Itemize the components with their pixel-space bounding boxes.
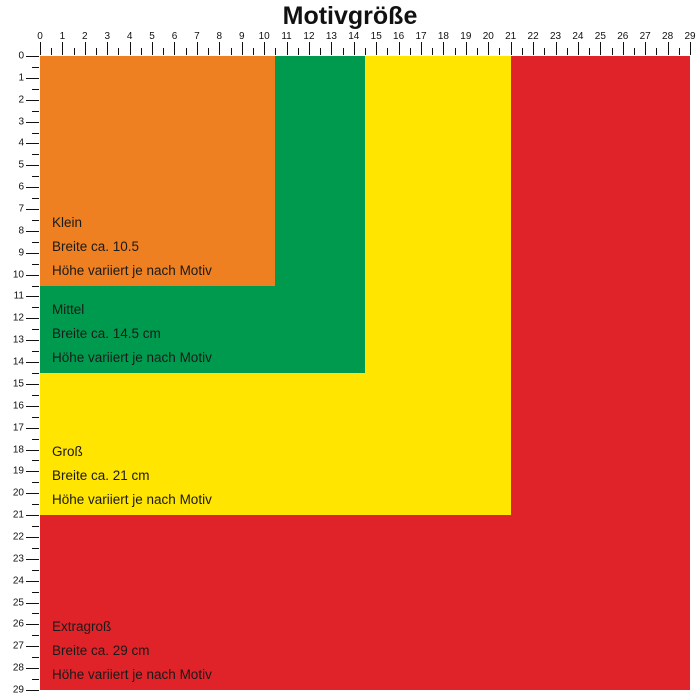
- ruler-label-y-29: 29: [12, 684, 24, 696]
- ruler-halftick-x-19: [477, 48, 478, 55]
- extragross-height: Höhe variiert je nach Motiv: [52, 667, 212, 682]
- ruler-halftick-y-1: [32, 89, 39, 90]
- ruler-tick-y-26: [26, 624, 39, 625]
- ruler-halftick-y-11: [32, 307, 39, 308]
- ruler-tick-x-20: [488, 42, 489, 55]
- ruler-halftick-y-5: [32, 176, 39, 177]
- ruler-halftick-y-22: [32, 548, 39, 549]
- ruler-tick-x-18: [443, 42, 444, 55]
- label-group-mittel: [52, 298, 212, 370]
- label-group-extragross: [52, 615, 212, 687]
- ruler-halftick-x-26: [634, 48, 635, 55]
- ruler-halftick-y-23: [32, 570, 39, 571]
- ruler-label-y-0: 0: [18, 50, 24, 62]
- ruler-label-x-14: 14: [348, 31, 360, 42]
- ruler-tick-x-16: [399, 42, 400, 55]
- ruler-halftick-y-27: [32, 657, 39, 658]
- vertical-ruler: [8, 50, 39, 696]
- ruler-halftick-x-17: [432, 48, 433, 55]
- label-group-gross: [52, 440, 212, 512]
- ruler-halftick-x-14: [365, 48, 366, 55]
- ruler-label-y-3: 3: [18, 116, 24, 128]
- ruler-halftick-y-8: [32, 242, 39, 243]
- ruler-halftick-y-18: [32, 460, 39, 461]
- ruler-halftick-y-25: [32, 613, 39, 614]
- ruler-halftick-x-22: [544, 48, 545, 55]
- ruler-tick-x-5: [152, 42, 153, 55]
- ruler-label-y-25: 25: [12, 597, 24, 609]
- ruler-tick-y-20: [26, 493, 39, 494]
- ruler-tick-y-18: [26, 450, 39, 451]
- ruler-label-y-22: 22: [12, 531, 24, 543]
- gross-height: Höhe variiert je nach Motiv: [52, 492, 212, 508]
- ruler-label-x-13: 13: [325, 31, 337, 42]
- ruler-label-x-0: 0: [37, 31, 43, 42]
- ruler-halftick-x-2: [96, 48, 97, 55]
- ruler-tick-y-28: [26, 668, 39, 669]
- ruler-halftick-x-23: [567, 48, 568, 55]
- ruler-label-y-2: 2: [18, 94, 24, 106]
- ruler-tick-y-9: [26, 253, 39, 254]
- ruler-halftick-x-0: [51, 48, 52, 55]
- klein-width: Breite ca. 10.5: [52, 238, 140, 254]
- ruler-halftick-y-3: [32, 133, 39, 134]
- ruler-label-x-15: 15: [370, 31, 382, 42]
- ruler-label-y-26: 26: [12, 618, 24, 630]
- ruler-label-y-16: 16: [12, 400, 24, 412]
- ruler-tick-x-7: [197, 42, 198, 55]
- ruler-tick-x-19: [466, 42, 467, 55]
- ruler-label-y-1: 1: [18, 72, 24, 84]
- ruler-label-y-8: 8: [18, 225, 24, 237]
- ruler-halftick-x-11: [298, 48, 299, 55]
- ruler-tick-y-3: [26, 122, 39, 123]
- ruler-halftick-x-13: [343, 48, 344, 55]
- ruler-label-x-28: 28: [662, 31, 674, 42]
- ruler-label-x-20: 20: [482, 31, 494, 42]
- ruler-tick-y-4: [26, 143, 39, 144]
- gross-name: Groß: [52, 444, 83, 460]
- ruler-label-x-3: 3: [104, 31, 111, 42]
- ruler-halftick-x-10: [275, 48, 276, 55]
- ruler-halftick-x-3: [118, 48, 119, 55]
- ruler-tick-x-4: [130, 42, 131, 55]
- ruler-tick-x-1: [62, 42, 63, 55]
- ruler-label-x-16: 16: [393, 31, 405, 42]
- ruler-label-y-12: 12: [12, 312, 24, 324]
- ruler-tick-y-1: [26, 78, 39, 79]
- ruler-label-x-17: 17: [415, 31, 427, 42]
- ruler-tick-x-3: [107, 42, 108, 55]
- ruler-halftick-y-28: [32, 679, 39, 680]
- ruler-label-x-7: 7: [194, 31, 200, 42]
- ruler-tick-x-12: [309, 42, 310, 55]
- ruler-label-y-23: 23: [12, 553, 24, 565]
- ruler-label-x-25: 25: [594, 31, 606, 42]
- ruler-tick-y-27: [26, 646, 39, 647]
- ruler-label-y-19: 19: [12, 465, 24, 477]
- ruler-halftick-x-16: [410, 48, 411, 55]
- ruler-halftick-x-15: [387, 48, 388, 55]
- ruler-label-y-24: 24: [12, 575, 24, 587]
- ruler-halftick-y-20: [32, 504, 39, 505]
- extragross-name: Extragroß: [52, 619, 112, 634]
- ruler-tick-x-2: [85, 42, 86, 55]
- ruler-halftick-x-21: [522, 48, 523, 55]
- ruler-label-x-18: 18: [437, 31, 449, 42]
- ruler-label-y-28: 28: [12, 662, 24, 674]
- ruler-tick-y-5: [26, 165, 39, 166]
- ruler-halftick-y-9: [32, 264, 39, 265]
- extragross-width: Breite ca. 29 cm: [52, 643, 150, 658]
- ruler-label-y-15: 15: [12, 378, 24, 390]
- ruler-tick-y-10: [26, 275, 39, 276]
- klein-name: Klein: [52, 214, 83, 230]
- ruler-tick-x-13: [331, 42, 332, 55]
- ruler-tick-x-23: [556, 42, 557, 55]
- ruler-label-y-13: 13: [12, 334, 24, 346]
- ruler-tick-y-2: [26, 100, 39, 101]
- ruler-tick-x-17: [421, 42, 422, 55]
- ruler-label-x-21: 21: [505, 31, 517, 42]
- ruler-halftick-x-28: [679, 48, 680, 55]
- ruler-tick-x-28: [668, 42, 669, 55]
- ruler-label-x-12: 12: [303, 31, 315, 42]
- ruler-label-x-1: 1: [59, 31, 66, 42]
- ruler-tick-x-11: [287, 42, 288, 55]
- ruler-halftick-y-13: [32, 351, 39, 352]
- ruler-label-x-29: 29: [684, 31, 696, 42]
- ruler-tick-x-22: [533, 42, 534, 55]
- ruler-tick-y-23: [26, 559, 39, 560]
- ruler-label-x-26: 26: [617, 31, 629, 42]
- ruler-tick-x-6: [174, 42, 175, 55]
- ruler-halftick-x-7: [208, 48, 209, 55]
- gross-width: Breite ca. 21 cm: [52, 468, 150, 484]
- ruler-label-x-6: 6: [171, 31, 178, 42]
- ruler-halftick-x-1: [74, 48, 75, 55]
- ruler-label-x-10: 10: [258, 31, 270, 42]
- ruler-label-x-19: 19: [460, 31, 472, 42]
- mittel-width: Breite ca. 14.5 cm: [52, 326, 161, 341]
- ruler-label-y-4: 4: [18, 137, 24, 149]
- ruler-label-y-21: 21: [12, 509, 24, 521]
- ruler-tick-y-14: [26, 362, 39, 363]
- horizontal-ruler: [37, 31, 696, 55]
- ruler-label-x-27: 27: [639, 31, 651, 42]
- ruler-halftick-x-5: [163, 48, 164, 55]
- ruler-halftick-y-16: [32, 417, 39, 418]
- ruler-halftick-y-7: [32, 220, 39, 221]
- ruler-label-x-9: 9: [238, 31, 245, 42]
- ruler-label-y-17: 17: [12, 422, 24, 434]
- ruler-label-y-5: 5: [18, 159, 24, 171]
- ruler-tick-x-27: [645, 42, 646, 55]
- klein-height: Höhe variiert je nach Motiv: [52, 262, 212, 278]
- ruler-halftick-y-10: [32, 286, 39, 287]
- ruler-tick-x-26: [623, 42, 624, 55]
- ruler-tick-y-6: [26, 187, 39, 188]
- ruler-halftick-y-12: [32, 329, 39, 330]
- ruler-halftick-y-2: [32, 111, 39, 112]
- ruler-label-x-11: 11: [281, 31, 292, 42]
- ruler-tick-x-9: [242, 42, 243, 55]
- ruler-halftick-y-0: [32, 67, 39, 68]
- ruler-halftick-x-9: [253, 48, 254, 55]
- ruler-tick-x-29: [690, 42, 691, 55]
- ruler-halftick-y-4: [32, 154, 39, 155]
- plot-area: [40, 56, 690, 690]
- ruler-label-y-27: 27: [12, 640, 24, 652]
- ruler-halftick-y-6: [32, 198, 39, 199]
- ruler-label-x-5: 5: [149, 31, 155, 42]
- ruler-label-y-20: 20: [12, 487, 24, 499]
- ruler-halftick-y-24: [32, 592, 39, 593]
- ruler-tick-y-22: [26, 537, 39, 538]
- ruler-tick-y-16: [26, 406, 39, 407]
- ruler-label-x-2: 2: [82, 31, 88, 42]
- ruler-tick-y-0: [26, 56, 39, 57]
- ruler-halftick-y-17: [32, 439, 39, 440]
- ruler-label-x-4: 4: [126, 31, 133, 42]
- ruler-tick-x-24: [578, 42, 579, 55]
- ruler-tick-x-21: [511, 42, 512, 55]
- ruler-label-y-9: 9: [18, 247, 24, 259]
- mittel-height: Höhe variiert je nach Motiv: [52, 350, 212, 365]
- ruler-halftick-x-27: [656, 48, 657, 55]
- ruler-tick-y-13: [26, 340, 39, 341]
- ruler-tick-y-25: [26, 603, 39, 604]
- ruler-halftick-x-24: [589, 48, 590, 55]
- ruler-label-x-22: 22: [527, 31, 539, 42]
- ruler-tick-y-19: [26, 471, 39, 472]
- ruler-label-x-24: 24: [572, 31, 584, 42]
- ruler-halftick-x-25: [612, 48, 613, 55]
- ruler-tick-y-15: [26, 384, 39, 385]
- ruler-label-y-18: 18: [12, 444, 24, 456]
- ruler-tick-y-24: [26, 581, 39, 582]
- ruler-label-y-6: 6: [18, 181, 24, 193]
- label-group-klein: [52, 211, 212, 283]
- ruler-halftick-x-20: [499, 48, 500, 55]
- ruler-label-y-11: 11: [13, 290, 24, 302]
- ruler-halftick-y-15: [32, 395, 39, 396]
- ruler-tick-x-14: [354, 42, 355, 55]
- ruler-tick-x-8: [219, 42, 220, 55]
- ruler-label-x-8: 8: [216, 31, 223, 42]
- ruler-tick-y-29: [26, 690, 39, 691]
- ruler-tick-x-0: [40, 42, 41, 55]
- ruler-halftick-x-12: [320, 48, 321, 55]
- ruler-tick-y-8: [26, 231, 39, 232]
- ruler-tick-x-25: [600, 42, 601, 55]
- ruler-tick-y-7: [26, 209, 39, 210]
- ruler-halftick-y-14: [32, 373, 39, 374]
- ruler-halftick-x-8: [231, 48, 232, 55]
- ruler-label-x-23: 23: [549, 31, 562, 42]
- ruler-tick-y-12: [26, 318, 39, 319]
- ruler-label-y-10: 10: [12, 269, 24, 281]
- ruler-halftick-x-4: [141, 48, 142, 55]
- ruler-halftick-y-21: [32, 526, 39, 527]
- ruler-tick-x-10: [264, 42, 265, 55]
- ruler-halftick-x-6: [186, 48, 187, 55]
- ruler-label-y-14: 14: [12, 356, 24, 368]
- ruler-halftick-y-26: [32, 635, 39, 636]
- mittel-name: Mittel: [52, 302, 85, 317]
- page-title: Motivgröße: [282, 2, 418, 30]
- ruler-tick-y-17: [26, 428, 39, 429]
- ruler-tick-y-21: [26, 515, 39, 516]
- ruler-halftick-x-18: [455, 48, 456, 55]
- ruler-label-y-7: 7: [18, 203, 24, 215]
- ruler-halftick-y-19: [32, 482, 39, 483]
- ruler-tick-x-15: [376, 42, 377, 55]
- ruler-tick-y-11: [26, 296, 39, 297]
